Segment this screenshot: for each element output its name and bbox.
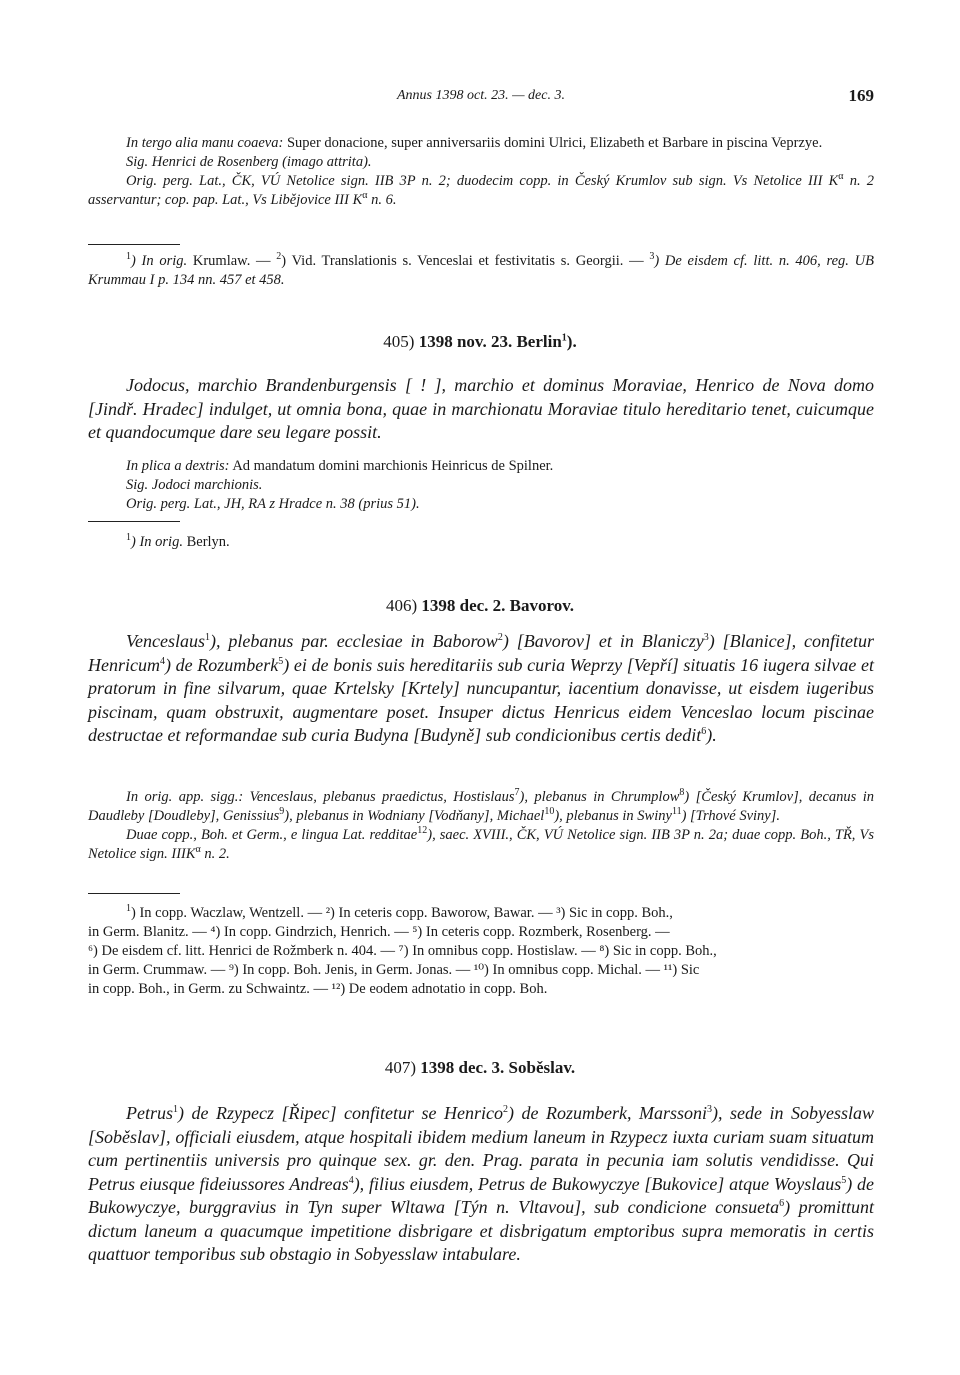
- doc-407-regest: Petrus$^1$) de Rzypecz [Řipec] confitetur se Henrico$^2$) de Rozumberk, Marssoni$^3$), sede in Sobyesslaw [Soběslav], officiali eiusdem, atque hospitali ibidem medium laneum in Rzypecz iuxta curiam suam situatum cum pertinentiis universis pro quinque sex. gr. den. Prag. parata in pecunia iam solutis vendidisse. Qui Petrus eiusque fideiussores Andreas$^4$), filius eiusdem, Petrus de Bukowyczye [Bukovice] atque Woyslaus$^5$) de Bukowyczye, burggravius in Tyn super Wltawa [Týn n. Vltavou], sub condicione consueta$^6$) promittunt dictum laneum a quacumque impetitione disbrigare et disbrigatum emptoribus supra memoratis in certis quattuor temporibus sub obstagio in Sobyesslaw intabulare.: [88, 1103, 874, 1264]
- doc-406-footnotes: $^1$) In copp. Waczlaw, Wentzell. — ²) In ceteris copp. Baworow, Bawar. — ³) Sic in copp. Boh., in Germ. Blanitz. — ⁴) In copp. Gindrzich, Henrich. — ⁵) In ceteris copp. Rozmberk, Rosenberg. — ⁶) De eisdem cf. litt. Henrici de Rožmberk n. 404. — ⁷) In omnibus copp. Hostislaw. — ⁸) Sic in copp. Boh., in Germ. Crummaw. — ⁹) In copp. Boh. Jenis, in Germ. Jonas. — ¹⁰) In omnibus copp. Michal. — ¹¹) Sic in copp. Boh., in Germ. zu Schwaintz. — ¹²) De eodem adnotatio in copp. Boh.: [88, 903, 717, 997]
- doc-405-heading: 405) 1398 nov. 23. Berlin$^1$).: [383, 332, 577, 351]
- footnote-rule: [88, 521, 180, 522]
- doc-407-heading: 407) 1398 dec. 3. Soběslav.: [384, 1058, 576, 1077]
- doc-405-regest: Jodocus, marchio Brandenburgensis [ ! ], marchio et dominus Moraviae, Henrico de Nova domo [Jindř. Hradec] indulget, ut omnia bona, quae in marchionatu Moraviae titulo hereditario tenet, cuicumque et quandocumque dare seu legare possit.: [88, 375, 874, 442]
- seal-note: Sig. Henrici de Rosenberg (imago attrita).: [126, 154, 372, 170]
- page-header: [88, 88, 874, 112]
- doc-405-footnotes: $^1$) In orig. Berlyn.: [126, 532, 230, 550]
- running-title: Annus 1398 oct. 23. — dec. 3.: [397, 88, 565, 103]
- footnote-rule: [88, 244, 180, 245]
- footnote-rule: [88, 893, 180, 894]
- doc-405-notes: In plica a dextris: Ad mandatum domini marchionis Heinricus de Spilner. Sig. Jodoci marchionis. Orig. perg. Lat., JH, RA z Hradce n. 38 (prius 51).: [126, 458, 554, 512]
- previous-document-notes: [88, 134, 874, 210]
- doc-406-notes: In orig. app. sigg.: Venceslaus, plebanus praedictus, Hostislaus$^7$), plebanus in Chrumplow$^8$) [Český Krumlov], decanus in Daudleby [Doudleby], Genissius$^9$), plebanus in Wodniany [Vodňany], Michael$^{10}$), plebanus in Swiny$^{11}$) [Trhové Sviny]. Duae copp., Boh. et Germ., e lingua Lat. redditae$^{12}$), saec. XVIII., ČK, VÚ Netolice sign. IIB 3P n. 2a; duae copp. Boh., TŘ, Vs Netolice sign. $IIIK^\alpha$ n. 2.: [88, 787, 874, 862]
- doc-406-regest: Venceslaus$^1$), plebanus par. ecclesiae in Baborow$^2$) [Bavorov] et in Blaniczy$^3$) [Blanice], confitetur Henricum$^4$) de Rozumberk$^5$) ei de bonis suis hereditariis sub curia Weprzy [Vepří] situatis 16 iugera silvae et pratorum in fine silvarum, quae Krtelsky [Krtely] nuncupantur, iacentium donavisse, ut eisdem iugeribus piscinam, quam obstruxit, augmentare poset. Insuper dictus Henricus eidem Venceslao locum piscinae destructae et reformandae sub curia Budyna [Budyně] sub condicionibus certis dedit$^6$).: [88, 631, 875, 745]
- page-number: 169: [848, 86, 874, 105]
- doc-406-heading: 406) 1398 dec. 2. Bavorov.: [385, 596, 575, 615]
- origin-note: Orig. perg. Lat., ČK, VÚ Netolice sign. IIB 3P n. 2; duodecim copp. in Český Krumlov sub sign. Vs Netolice III $K^\alpha$ n. 2 asservantur; cop. pap. Lat., Vs Libějovice III $K^\alpha$ n. 6.: [88, 171, 875, 208]
- tergo-note: In tergo alia manu coaeva: Super donacione, super anniversariis domini Ulrici, Elizabeth et Barbare in piscina Veprzye.: [126, 135, 823, 151]
- previous-footnotes: $^1$) In orig. Krumlaw. — $^2$) Vid. Translationis s. Venceslai et festivitatis s. Georgii. — $^3$) De eisdem cf. litt. n. 406, reg. UB Krummau I p. 134 nn. 457 et 458.: [88, 251, 874, 288]
